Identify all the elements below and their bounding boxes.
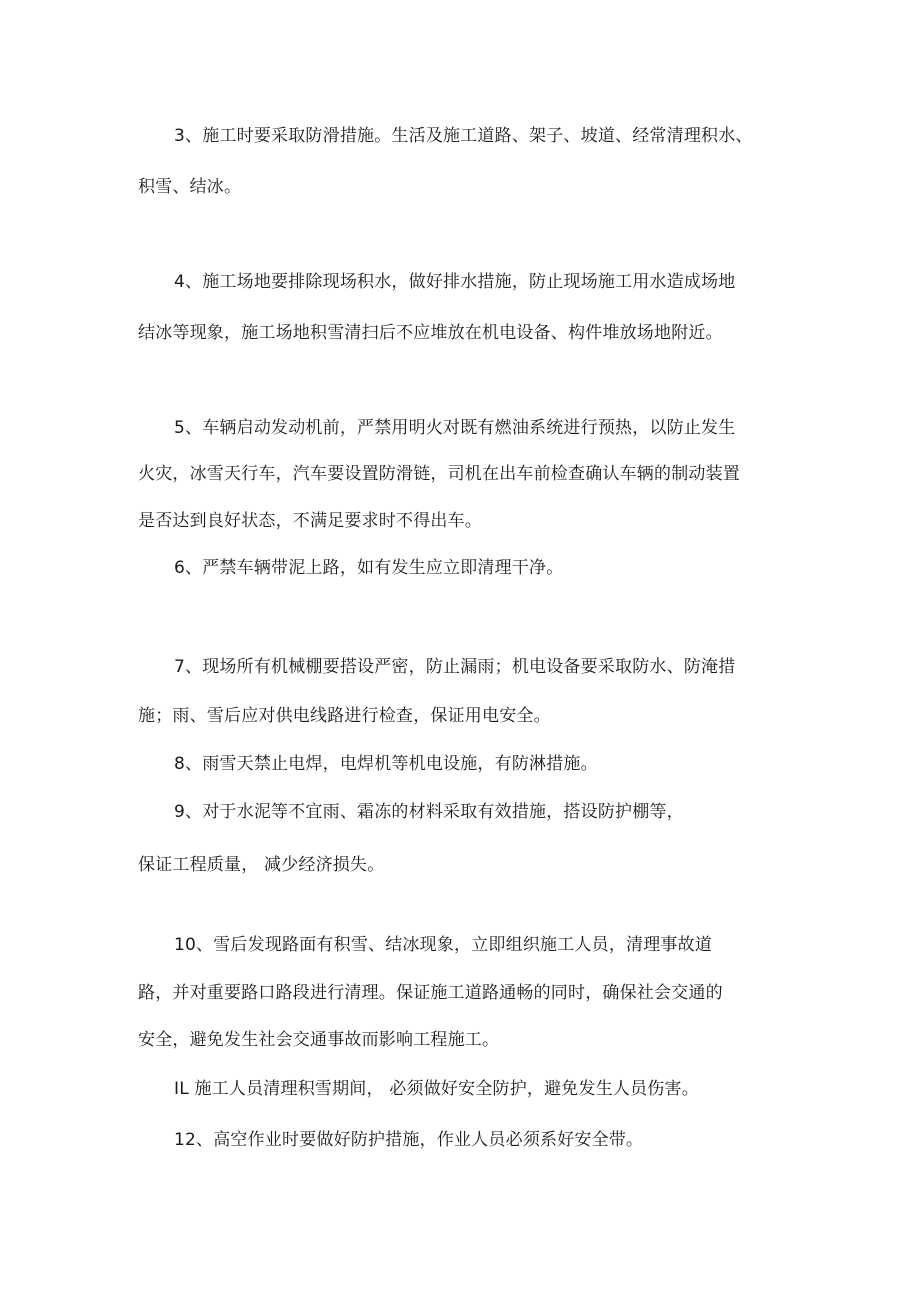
item-3-line-2: 积雪、结冰。 [138,177,242,197]
item-12-line-1: 12、高空作业时要做好防护措施，作业人员必须系好安全带。 [174,1130,644,1150]
item-4-line-1: 4、施工场地要排除现场积水，做好排水措施，防止现场施工用水造成场地 [174,272,736,292]
item-10-line-3: 安全，避免发生社会交通事故而影响工程施工。 [138,1030,500,1050]
item-5-line-3: 是否达到良好状态，不满足要求时不得出车。 [138,511,482,531]
item-7-line-1: 7、现场所有机械棚要搭设严密，防止漏雨；机电设备要采取防水、防淹措 [174,657,736,677]
item-8-line-1: 8、雨雪天禁止电焊，电焊机等机电设施，有防淋措施。 [174,754,598,774]
item-11-line-1: IL 施工人员清理积雪期间， 必须做好安全防护，避免发生人员伤害。 [174,1079,699,1099]
item-3-line-1: 3、施工时要采取防滑措施。生活及施工道路、架子、坡道、经常清理积水、 [174,126,753,146]
item-7-line-2: 施；雨、雪后应对供电线路进行检查，保证用电安全。 [138,706,551,726]
item-4-line-2: 结冰等现象，施工场地积雪清扫后不应堆放在机电设备、构件堆放场地附近。 [138,323,723,343]
item-9-line-2: 保证工程质量， 减少经济损失。 [138,855,385,875]
item-10-line-2: 路，并对重要路口路段进行清理。保证施工道路通畅的同时，确保社会交通的 [138,983,723,1003]
item-10-line-1: 10、雪后发现路面有积雪、结冰现象，立即组织施工人员，清理事故道 [174,935,713,955]
item-9-line-1: 9、对于水泥等不宜雨、霜冻的材料采取有效措施，搭设防护棚等， [174,802,684,822]
item-5-line-1: 5、车辆启动发动机前，严禁用明火对既有燃油系统进行预热，以防止发生 [174,418,736,438]
item-5-line-2: 火灾，冰雪天行车，汽车要设置防滑链，司机在出车前检查确认车辆的制动装置 [138,464,740,484]
item-6-line-1: 6、严禁车辆带泥上路，如有发生应立即清理干净。 [174,558,564,578]
